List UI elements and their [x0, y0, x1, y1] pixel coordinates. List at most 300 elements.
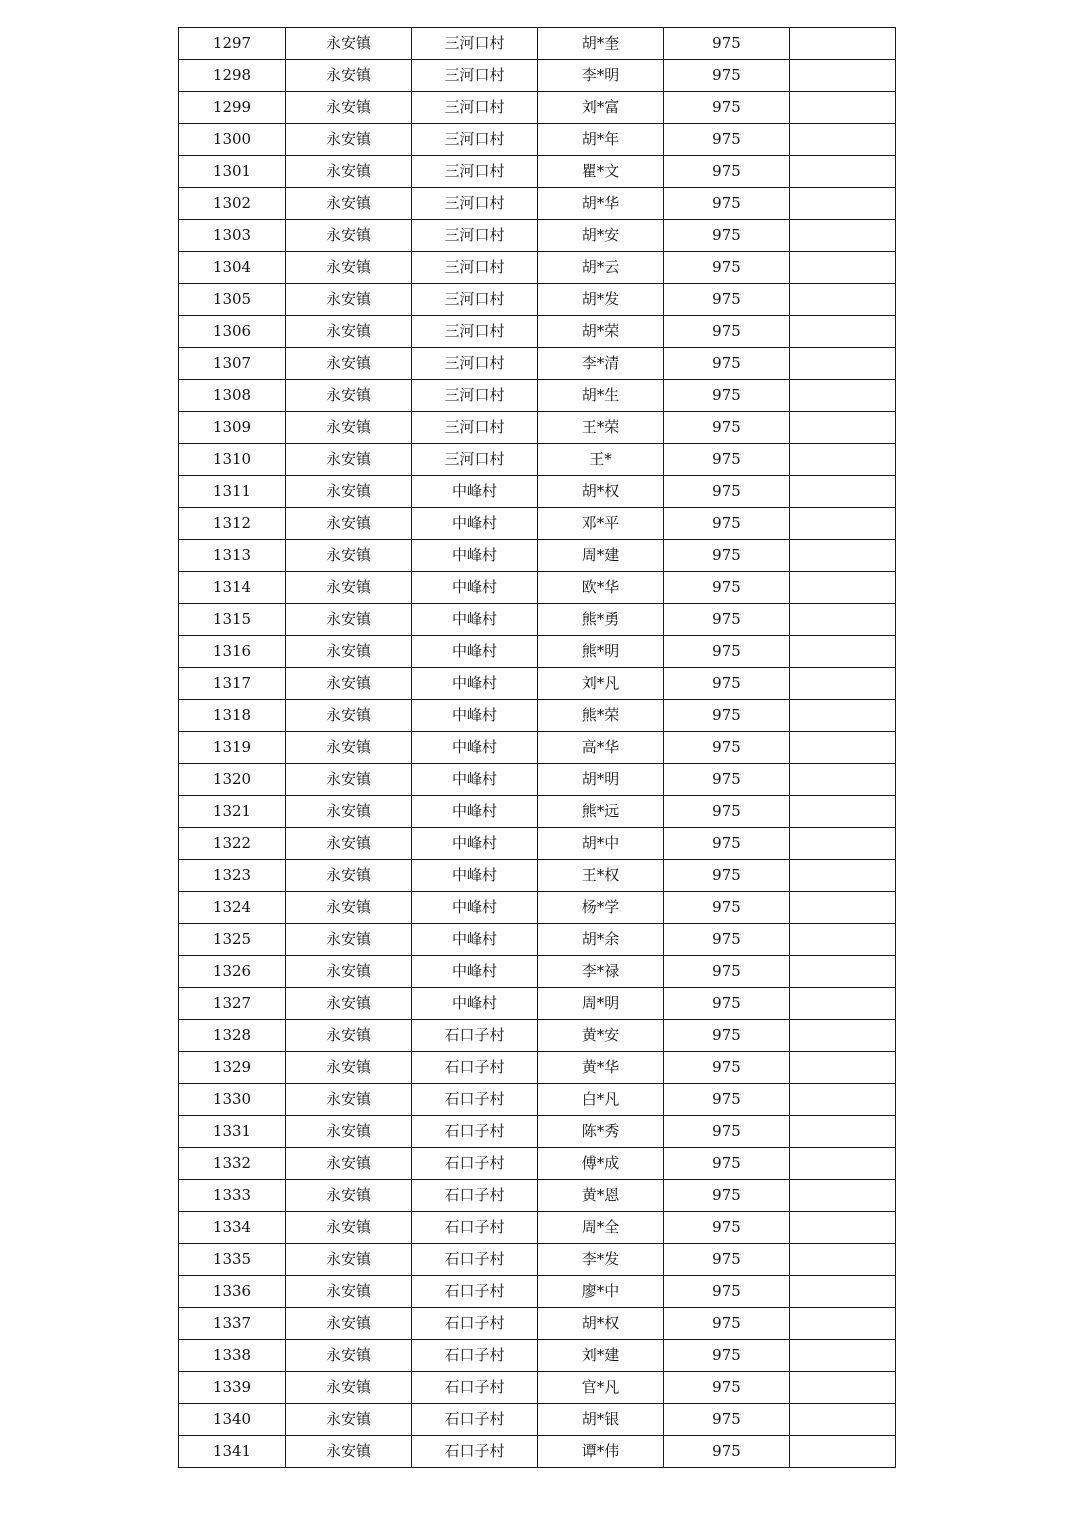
note-cell	[790, 1372, 896, 1404]
table-row	[179, 796, 896, 828]
note-cell	[790, 892, 896, 924]
village-cell: 石口子村	[412, 1436, 538, 1468]
note-cell	[790, 348, 896, 380]
town-cell: 永安镇	[286, 220, 412, 252]
village-cell: 中峰村	[412, 988, 538, 1020]
table-row	[179, 540, 896, 572]
note-cell	[790, 1052, 896, 1084]
table-row	[179, 380, 896, 412]
table-row	[179, 1372, 896, 1404]
table-row	[179, 412, 896, 444]
row-number-cell: 1322	[179, 828, 286, 860]
name-cell: 胡*权	[538, 476, 664, 508]
table-row	[179, 668, 896, 700]
village-cell: 三河口村	[412, 156, 538, 188]
name-cell: 李*明	[538, 60, 664, 92]
town-cell: 永安镇	[286, 1276, 412, 1308]
town-cell: 永安镇	[286, 1052, 412, 1084]
row-number-cell: 1308	[179, 380, 286, 412]
name-cell: 李*禄	[538, 956, 664, 988]
row-number-cell: 1306	[179, 316, 286, 348]
amount-cell: 975	[664, 892, 790, 924]
name-cell: 黄*华	[538, 1052, 664, 1084]
name-cell: 胡*生	[538, 380, 664, 412]
note-cell	[790, 572, 896, 604]
village-cell: 中峰村	[412, 924, 538, 956]
village-cell: 石口子村	[412, 1404, 538, 1436]
amount-cell: 975	[664, 92, 790, 124]
table-row	[179, 572, 896, 604]
row-number-cell: 1299	[179, 92, 286, 124]
village-cell: 中峰村	[412, 700, 538, 732]
amount-cell: 975	[664, 1212, 790, 1244]
amount-cell: 975	[664, 668, 790, 700]
note-cell	[790, 124, 896, 156]
name-cell: 刘*富	[538, 92, 664, 124]
table-row	[179, 732, 896, 764]
name-cell: 黄*恩	[538, 1180, 664, 1212]
note-cell	[790, 700, 896, 732]
village-cell: 中峰村	[412, 860, 538, 892]
note-cell	[790, 1244, 896, 1276]
row-number-cell: 1321	[179, 796, 286, 828]
row-number-cell: 1329	[179, 1052, 286, 1084]
town-cell: 永安镇	[286, 892, 412, 924]
name-cell: 熊*明	[538, 636, 664, 668]
village-cell: 中峰村	[412, 476, 538, 508]
amount-cell: 975	[664, 412, 790, 444]
note-cell	[790, 1340, 896, 1372]
table-row	[179, 1180, 896, 1212]
amount-cell: 975	[664, 156, 790, 188]
town-cell: 永安镇	[286, 1436, 412, 1468]
amount-cell: 975	[664, 1084, 790, 1116]
table-row	[179, 636, 896, 668]
name-cell: 胡*荣	[538, 316, 664, 348]
village-cell: 三河口村	[412, 220, 538, 252]
note-cell	[790, 988, 896, 1020]
town-cell: 永安镇	[286, 636, 412, 668]
table-row	[179, 1404, 896, 1436]
note-cell	[790, 732, 896, 764]
row-number-cell: 1309	[179, 412, 286, 444]
name-cell: 李*发	[538, 1244, 664, 1276]
amount-cell: 975	[664, 380, 790, 412]
village-cell: 石口子村	[412, 1052, 538, 1084]
amount-cell: 975	[664, 316, 790, 348]
village-cell: 石口子村	[412, 1340, 538, 1372]
table-row	[179, 220, 896, 252]
name-cell: 李*清	[538, 348, 664, 380]
table-row	[179, 60, 896, 92]
note-cell	[790, 1308, 896, 1340]
name-cell: 高*华	[538, 732, 664, 764]
name-cell: 刘*建	[538, 1340, 664, 1372]
village-cell: 中峰村	[412, 508, 538, 540]
village-cell: 三河口村	[412, 92, 538, 124]
note-cell	[790, 668, 896, 700]
row-number-cell: 1340	[179, 1404, 286, 1436]
village-cell: 三河口村	[412, 316, 538, 348]
amount-cell: 975	[664, 1020, 790, 1052]
note-cell	[790, 1212, 896, 1244]
table-row	[179, 1340, 896, 1372]
row-number-cell: 1331	[179, 1116, 286, 1148]
village-cell: 中峰村	[412, 892, 538, 924]
table-row	[179, 1436, 896, 1468]
town-cell: 永安镇	[286, 700, 412, 732]
row-number-cell: 1328	[179, 1020, 286, 1052]
village-cell: 石口子村	[412, 1148, 538, 1180]
town-cell: 永安镇	[286, 92, 412, 124]
note-cell	[790, 956, 896, 988]
amount-cell: 975	[664, 540, 790, 572]
row-number-cell: 1337	[179, 1308, 286, 1340]
amount-cell: 975	[664, 1148, 790, 1180]
town-cell: 永安镇	[286, 540, 412, 572]
name-cell: 熊*勇	[538, 604, 664, 636]
row-number-cell: 1334	[179, 1212, 286, 1244]
amount-cell: 975	[664, 860, 790, 892]
town-cell: 永安镇	[286, 476, 412, 508]
table-row	[179, 828, 896, 860]
note-cell	[790, 764, 896, 796]
town-cell: 永安镇	[286, 956, 412, 988]
town-cell: 永安镇	[286, 572, 412, 604]
amount-cell: 975	[664, 1244, 790, 1276]
town-cell: 永安镇	[286, 860, 412, 892]
name-cell: 胡*年	[538, 124, 664, 156]
town-cell: 永安镇	[286, 188, 412, 220]
amount-cell: 975	[664, 252, 790, 284]
table-row	[179, 92, 896, 124]
amount-cell: 975	[664, 636, 790, 668]
table-row	[179, 508, 896, 540]
row-number-cell: 1301	[179, 156, 286, 188]
name-cell: 周*全	[538, 1212, 664, 1244]
amount-cell: 975	[664, 1180, 790, 1212]
row-number-cell: 1319	[179, 732, 286, 764]
row-number-cell: 1304	[179, 252, 286, 284]
amount-cell: 975	[664, 700, 790, 732]
row-number-cell: 1338	[179, 1340, 286, 1372]
village-cell: 中峰村	[412, 796, 538, 828]
name-cell: 胡*权	[538, 1308, 664, 1340]
village-cell: 中峰村	[412, 636, 538, 668]
row-number-cell: 1339	[179, 1372, 286, 1404]
note-cell	[790, 1180, 896, 1212]
village-cell: 石口子村	[412, 1308, 538, 1340]
name-cell: 杨*学	[538, 892, 664, 924]
village-cell: 中峰村	[412, 540, 538, 572]
name-cell: 胡*余	[538, 924, 664, 956]
town-cell: 永安镇	[286, 764, 412, 796]
town-cell: 永安镇	[286, 60, 412, 92]
name-cell: 胡*银	[538, 1404, 664, 1436]
note-cell	[790, 860, 896, 892]
village-cell: 中峰村	[412, 956, 538, 988]
village-cell: 三河口村	[412, 284, 538, 316]
town-cell: 永安镇	[286, 924, 412, 956]
row-number-cell: 1314	[179, 572, 286, 604]
note-cell	[790, 1148, 896, 1180]
amount-cell: 975	[664, 188, 790, 220]
amount-cell: 975	[664, 476, 790, 508]
table-row	[179, 188, 896, 220]
note-cell	[790, 796, 896, 828]
table-row	[179, 956, 896, 988]
row-number-cell: 1303	[179, 220, 286, 252]
row-number-cell: 1307	[179, 348, 286, 380]
row-number-cell: 1311	[179, 476, 286, 508]
name-cell: 熊*远	[538, 796, 664, 828]
town-cell: 永安镇	[286, 156, 412, 188]
name-cell: 胡*云	[538, 252, 664, 284]
village-cell: 三河口村	[412, 124, 538, 156]
name-cell: 谭*伟	[538, 1436, 664, 1468]
name-cell: 王*权	[538, 860, 664, 892]
name-cell: 黄*安	[538, 1020, 664, 1052]
table-row	[179, 892, 896, 924]
note-cell	[790, 540, 896, 572]
name-cell: 周*明	[538, 988, 664, 1020]
table-row	[179, 252, 896, 284]
amount-cell: 975	[664, 1372, 790, 1404]
name-cell: 瞿*文	[538, 156, 664, 188]
row-number-cell: 1320	[179, 764, 286, 796]
table-row	[179, 860, 896, 892]
row-number-cell: 1312	[179, 508, 286, 540]
name-cell: 胡*明	[538, 764, 664, 796]
village-cell: 石口子村	[412, 1180, 538, 1212]
village-cell: 三河口村	[412, 252, 538, 284]
village-cell: 三河口村	[412, 380, 538, 412]
table-row	[179, 1308, 896, 1340]
town-cell: 永安镇	[286, 1340, 412, 1372]
town-cell: 永安镇	[286, 1404, 412, 1436]
note-cell	[790, 1084, 896, 1116]
table-row	[179, 988, 896, 1020]
row-number-cell: 1330	[179, 1084, 286, 1116]
row-number-cell: 1305	[179, 284, 286, 316]
name-cell: 周*建	[538, 540, 664, 572]
table-row	[179, 1084, 896, 1116]
row-number-cell: 1298	[179, 60, 286, 92]
town-cell: 永安镇	[286, 444, 412, 476]
village-cell: 中峰村	[412, 668, 538, 700]
row-number-cell: 1332	[179, 1148, 286, 1180]
name-cell: 王*荣	[538, 412, 664, 444]
table-row	[179, 124, 896, 156]
note-cell	[790, 188, 896, 220]
village-cell: 石口子村	[412, 1244, 538, 1276]
town-cell: 永安镇	[286, 1308, 412, 1340]
amount-cell: 975	[664, 604, 790, 636]
document-page	[178, 27, 895, 1468]
name-cell: 胡*发	[538, 284, 664, 316]
table-row	[179, 476, 896, 508]
note-cell	[790, 1436, 896, 1468]
amount-cell: 975	[664, 28, 790, 60]
amount-cell: 975	[664, 508, 790, 540]
amount-cell: 975	[664, 1308, 790, 1340]
note-cell	[790, 284, 896, 316]
table-row	[179, 156, 896, 188]
name-cell: 王*	[538, 444, 664, 476]
village-cell: 中峰村	[412, 732, 538, 764]
town-cell: 永安镇	[286, 284, 412, 316]
note-cell	[790, 412, 896, 444]
row-number-cell: 1326	[179, 956, 286, 988]
town-cell: 永安镇	[286, 1020, 412, 1052]
note-cell	[790, 444, 896, 476]
row-number-cell: 1318	[179, 700, 286, 732]
table-row	[179, 444, 896, 476]
note-cell	[790, 604, 896, 636]
village-cell: 三河口村	[412, 348, 538, 380]
amount-cell: 975	[664, 796, 790, 828]
table-row	[179, 924, 896, 956]
town-cell: 永安镇	[286, 1372, 412, 1404]
town-cell: 永安镇	[286, 508, 412, 540]
town-cell: 永安镇	[286, 668, 412, 700]
amount-cell: 975	[664, 924, 790, 956]
amount-cell: 975	[664, 828, 790, 860]
row-number-cell: 1310	[179, 444, 286, 476]
town-cell: 永安镇	[286, 316, 412, 348]
town-cell: 永安镇	[286, 252, 412, 284]
town-cell: 永安镇	[286, 1212, 412, 1244]
amount-cell: 975	[664, 572, 790, 604]
village-cell: 三河口村	[412, 444, 538, 476]
amount-cell: 975	[664, 1436, 790, 1468]
town-cell: 永安镇	[286, 732, 412, 764]
amount-cell: 975	[664, 444, 790, 476]
table-row	[179, 348, 896, 380]
town-cell: 永安镇	[286, 1084, 412, 1116]
name-cell: 胡*奎	[538, 28, 664, 60]
note-cell	[790, 252, 896, 284]
note-cell	[790, 380, 896, 412]
note-cell	[790, 636, 896, 668]
table-row	[179, 764, 896, 796]
note-cell	[790, 1020, 896, 1052]
village-cell: 中峰村	[412, 764, 538, 796]
name-cell: 官*凡	[538, 1372, 664, 1404]
row-number-cell: 1324	[179, 892, 286, 924]
town-cell: 永安镇	[286, 124, 412, 156]
village-cell: 三河口村	[412, 28, 538, 60]
village-cell: 三河口村	[412, 60, 538, 92]
note-cell	[790, 60, 896, 92]
amount-cell: 975	[664, 220, 790, 252]
row-number-cell: 1335	[179, 1244, 286, 1276]
village-cell: 石口子村	[412, 1276, 538, 1308]
village-cell: 石口子村	[412, 1372, 538, 1404]
note-cell	[790, 316, 896, 348]
town-cell: 永安镇	[286, 348, 412, 380]
name-cell: 胡*安	[538, 220, 664, 252]
town-cell: 永安镇	[286, 1180, 412, 1212]
amount-cell: 975	[664, 60, 790, 92]
roster-table-body	[179, 28, 896, 1468]
row-number-cell: 1323	[179, 860, 286, 892]
table-row	[179, 1212, 896, 1244]
name-cell: 陈*秀	[538, 1116, 664, 1148]
note-cell	[790, 28, 896, 60]
amount-cell: 975	[664, 124, 790, 156]
name-cell: 胡*中	[538, 828, 664, 860]
amount-cell: 975	[664, 956, 790, 988]
row-number-cell: 1341	[179, 1436, 286, 1468]
town-cell: 永安镇	[286, 1116, 412, 1148]
note-cell	[790, 156, 896, 188]
row-number-cell: 1333	[179, 1180, 286, 1212]
row-number-cell: 1336	[179, 1276, 286, 1308]
name-cell: 傅*成	[538, 1148, 664, 1180]
row-number-cell: 1315	[179, 604, 286, 636]
town-cell: 永安镇	[286, 412, 412, 444]
note-cell	[790, 92, 896, 124]
amount-cell: 975	[664, 732, 790, 764]
amount-cell: 975	[664, 1404, 790, 1436]
amount-cell: 975	[664, 988, 790, 1020]
town-cell: 永安镇	[286, 380, 412, 412]
town-cell: 永安镇	[286, 988, 412, 1020]
table-row	[179, 284, 896, 316]
table-row	[179, 1052, 896, 1084]
table-row	[179, 1020, 896, 1052]
village-cell: 三河口村	[412, 412, 538, 444]
name-cell: 胡*华	[538, 188, 664, 220]
amount-cell: 975	[664, 348, 790, 380]
village-cell: 中峰村	[412, 828, 538, 860]
table-row	[179, 28, 896, 60]
roster-table	[178, 27, 896, 1468]
note-cell	[790, 1116, 896, 1148]
row-number-cell: 1327	[179, 988, 286, 1020]
name-cell: 白*凡	[538, 1084, 664, 1116]
village-cell: 石口子村	[412, 1020, 538, 1052]
table-row	[179, 1276, 896, 1308]
note-cell	[790, 1276, 896, 1308]
name-cell: 熊*荣	[538, 700, 664, 732]
name-cell: 欧*华	[538, 572, 664, 604]
town-cell: 永安镇	[286, 28, 412, 60]
amount-cell: 975	[664, 284, 790, 316]
town-cell: 永安镇	[286, 796, 412, 828]
town-cell: 永安镇	[286, 604, 412, 636]
row-number-cell: 1300	[179, 124, 286, 156]
table-row	[179, 1116, 896, 1148]
village-cell: 石口子村	[412, 1212, 538, 1244]
row-number-cell: 1313	[179, 540, 286, 572]
amount-cell: 975	[664, 1052, 790, 1084]
note-cell	[790, 1404, 896, 1436]
town-cell: 永安镇	[286, 1244, 412, 1276]
amount-cell: 975	[664, 764, 790, 796]
row-number-cell: 1317	[179, 668, 286, 700]
village-cell: 中峰村	[412, 604, 538, 636]
table-row	[179, 604, 896, 636]
village-cell: 石口子村	[412, 1116, 538, 1148]
village-cell: 三河口村	[412, 188, 538, 220]
name-cell: 邓*平	[538, 508, 664, 540]
table-row	[179, 700, 896, 732]
row-number-cell: 1316	[179, 636, 286, 668]
table-row	[179, 316, 896, 348]
note-cell	[790, 508, 896, 540]
